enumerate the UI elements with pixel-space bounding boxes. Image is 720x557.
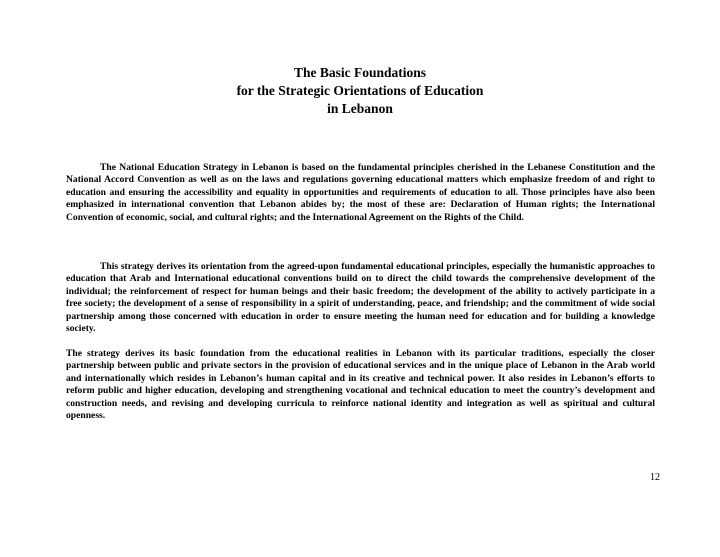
title-line-3: in Lebanon — [327, 101, 393, 116]
page-title — [0, 64, 720, 118]
paragraph-national-strategy: The National Education Strategy in Lebanon is based on the fundamental principles cherished in the Lebanese Constitution and the National Accord Convention as well as on the laws and regulations governing educational matters which emphasize freedom of and right to education and ensuring the accessibility and equality in opportunities and requirements of education to all. Those principles have also been emphasized in international convention that Lebanon abides by; the most of these are: Declaration of Human rights; the International Convention of economic, social, and cultural rights; and the International Agreement on the Rights of the Child. — [66, 162, 655, 223]
title-line-1: The Basic Foundations — [293, 65, 427, 80]
page-number: 12 — [650, 472, 660, 483]
title-line-2: for the Strategic Orientations of Education — [236, 83, 484, 98]
paragraph-strategy-orientation: This strategy derives its orientation from the agreed-upon fundamental educational principles, especially the humanistic approaches to education that Arab and International educational conventions build on to direct the child towards the comprehensive development of the individual; the reinforcement of respect for human beings and their basic freedom; the development of the ability to actively participate in a free society; the development of a sense of responsibility in a spirit of understanding, peace, and friendship; and the commitment of wide social partnership among those concerned with education in order to ensure meeting the human need for education and for building a knowledge society. — [66, 261, 655, 335]
paragraph-basic-foundation: The strategy derives its basic foundation from the educational realities in Lebanon with its particular traditions, especially the closer partnership between public and private sectors in the provision of educational services and in the unique place of Lebanon in the Arab world and internationally which resides in Lebanon’s human capital and in its creative and technical power. It also resides in Lebanon’s efforts to reform public and higher education, developing and strengthening vocational and technical education to meet the country’s development and construction needs, and revising and developing curricula to reinforce national identity and integration as well as spiritual and cultural openness. — [66, 348, 655, 422]
